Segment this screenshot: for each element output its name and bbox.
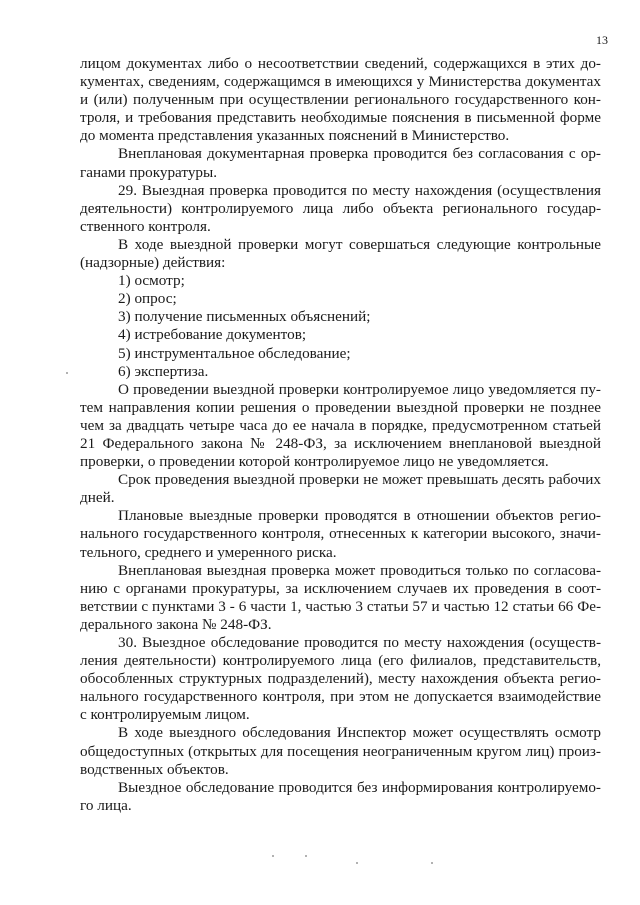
text-line: чем за двадцать четыре часа до ее начала в порядке, предусмотренном статьей xyxy=(80,416,601,434)
text-line: Внеплановая выездная проверка может проводиться только по согласова- xyxy=(118,561,601,579)
list-item: 1) осмотр; xyxy=(118,272,185,290)
text-line: до момента представления указанных пояснений в Министерство. xyxy=(80,127,510,145)
text-line: проверки, о проведении которой контролируемое лицо не уведомляется. xyxy=(80,453,549,471)
text-line: нию с органами прокуратуры, за исключением случаев их проведения в соот- xyxy=(80,579,601,597)
list-item: 3) получение письменных объяснений; xyxy=(118,308,371,326)
text-line: 30. Выездное обследование проводится по месту нахождения (осуществ- xyxy=(118,634,601,651)
text-line: нального государственного контроля, отнесенных к категории высокого, значи- xyxy=(80,525,601,543)
text-line: нального государственного контроля, при этом не допускается взаимодействие xyxy=(80,688,601,706)
list-item: 5) инструментальное обследование; xyxy=(118,344,351,362)
text-line: 29. Выездная проверка проводится по месту нахождения (осуществления xyxy=(118,181,601,199)
text-line: В ходе выездного обследования Инспектор может осуществлять осмотр xyxy=(118,724,601,742)
text-line: троля, и требования представить необходимые пояснения в письменной форме xyxy=(80,109,601,127)
list-item: 6) экспертиза. xyxy=(118,362,209,380)
text-line: дерального закона № 248-ФЗ. xyxy=(80,615,272,633)
scan-artifact xyxy=(66,372,68,374)
scan-artifact xyxy=(272,855,274,857)
text-line: Выездное обследование проводится без информирования контролируемо- xyxy=(118,778,601,796)
text-line: ветствии с пунктами 3 - 6 части 1, частью 3 статьи 57 и частью 12 статьи 66 Фе- xyxy=(80,597,601,615)
scan-artifact xyxy=(305,855,307,857)
text-line: тем направления копии решения о проведении выездной проверки не позднее xyxy=(80,398,601,416)
text-line: Плановые выездные проверки проводятся в отношении объектов регио- xyxy=(118,507,601,525)
text-line: Внеплановая документарная проверка проводится без согласования с ор- xyxy=(118,145,601,163)
text-line: Срок проведения выездной проверки не может превышать десять рабочих xyxy=(118,471,601,489)
text-line: го лица. xyxy=(80,796,132,814)
text-line: кументах, сведениям, содержащимся в имеющихся у Министерства документах xyxy=(80,73,601,91)
page-number: 13 xyxy=(596,33,608,47)
text-line: лицом документах либо о несоответствии сведений, содержащихся в этих до- xyxy=(80,55,601,72)
text-line: и (или) полученным при осуществлении регионального государственного кон- xyxy=(80,91,601,109)
text-line: с контролируемым лицом. xyxy=(80,706,250,724)
text-line: водственных объектов. xyxy=(80,760,229,778)
document-body xyxy=(80,55,601,815)
text-line: общедоступных (открытых для посещения неограниченным кругом лиц) произ- xyxy=(80,742,601,760)
text-line: (надзорные) действия: xyxy=(80,254,226,272)
text-line: тельного, среднего и умеренного риска. xyxy=(80,543,337,561)
text-line: деятельности) контролируемого лица либо объекта регионального государ- xyxy=(80,199,601,217)
text-line: обособленных структурных подразделений), месту нахождения объекта регио- xyxy=(80,670,601,688)
text-line: ственного контроля. xyxy=(80,217,211,235)
text-line: В ходе выездной проверки могут совершаться следующие контрольные xyxy=(118,235,601,253)
list-item: 4) истребование документов; xyxy=(118,326,307,344)
text-line: О проведении выездной проверки контролируемое лицо уведомляется пу- xyxy=(118,380,601,398)
text-line: ления деятельности) контролируемого лица (его филиалов, представительств, xyxy=(80,652,601,670)
text-line: 21 Федерального закона № 248-ФЗ, за исключением внеплановой выездной xyxy=(80,434,601,452)
scan-artifact xyxy=(356,862,358,864)
list-item: 2) опрос; xyxy=(118,290,177,308)
scan-artifact xyxy=(431,862,433,864)
text-line: ганами прокуратуры. xyxy=(80,163,218,181)
text-line: дней. xyxy=(80,489,115,507)
